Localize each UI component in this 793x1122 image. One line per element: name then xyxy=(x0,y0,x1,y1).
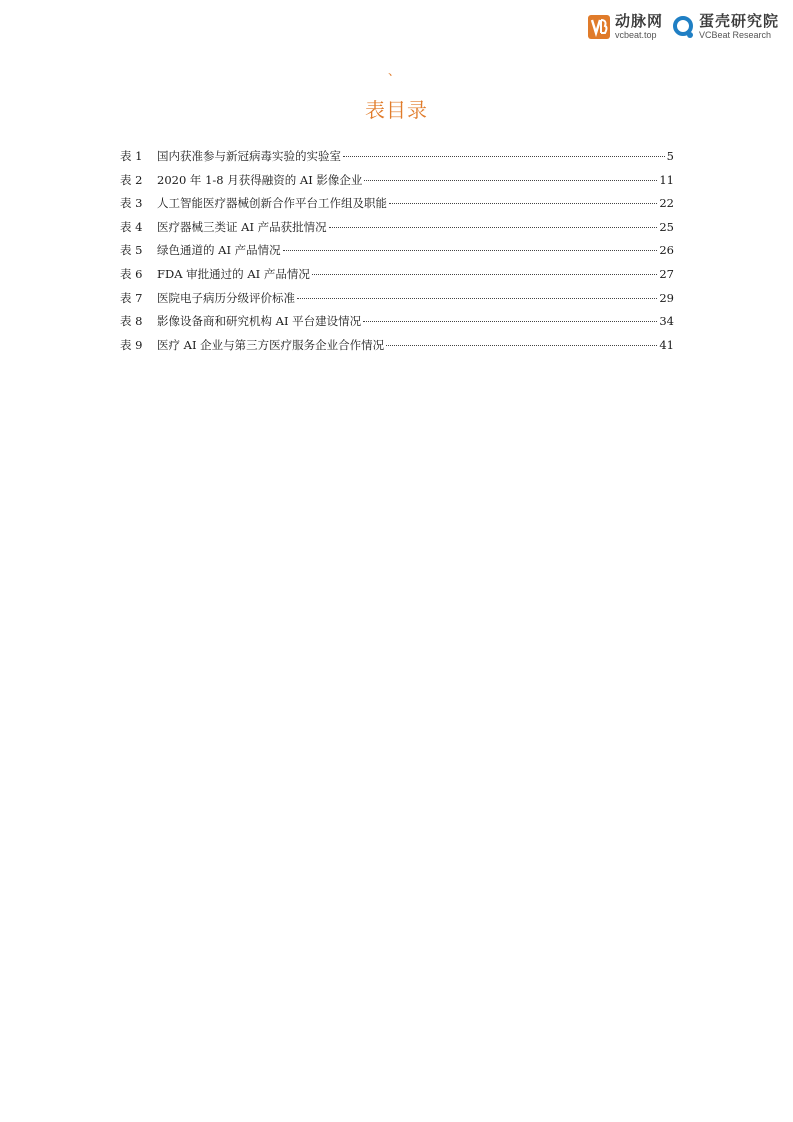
toc-leader-dots xyxy=(389,203,657,204)
toc-leader-dots xyxy=(329,227,658,228)
toc-leader-dots xyxy=(364,180,657,181)
brand-name: 蛋壳研究院 xyxy=(698,12,779,30)
toc-entry-label: 表 9 xyxy=(120,337,143,352)
toc-page-number[interactable]: 25 xyxy=(659,219,674,234)
toc-leader-dots xyxy=(297,298,657,299)
page-title: 表目录 xyxy=(365,98,428,122)
toc-entry[interactable] xyxy=(120,337,674,361)
toc-entry[interactable] xyxy=(120,290,674,314)
toc-entry-label: 表 4 xyxy=(120,219,143,234)
toc-page-number[interactable]: 11 xyxy=(659,172,674,187)
toc-leader-dots xyxy=(363,321,657,322)
toc-entry-label: 表 1 xyxy=(120,149,143,163)
toc-entry[interactable] xyxy=(120,219,674,243)
toc-page-number[interactable]: 27 xyxy=(659,266,674,281)
toc-entry-title[interactable]: 绿色通道的 AI 产品情况 xyxy=(157,243,281,258)
brand-name: 动脉网 xyxy=(614,12,663,30)
vcbeat-brand xyxy=(587,14,663,40)
toc-entry[interactable] xyxy=(120,195,674,219)
toc-entry-title[interactable]: 影像设备商和研究机构 AI 平台建设情况 xyxy=(157,314,362,329)
toc-entry-label: 表 5 xyxy=(120,243,143,258)
toc-entry[interactable] xyxy=(120,313,674,337)
toc-entry[interactable] xyxy=(120,148,674,172)
page-header xyxy=(587,14,779,40)
toc-entry[interactable] xyxy=(120,242,674,266)
toc-leader-dots xyxy=(386,345,657,346)
toc-entry-title[interactable]: 医疗 AI 企业与第三方医疗服务企业合作情况 xyxy=(157,337,385,352)
toc-page-number[interactable]: 41 xyxy=(659,337,674,352)
toc-entry-label: 表 8 xyxy=(120,314,143,329)
toc-entry[interactable] xyxy=(120,172,674,196)
toc-leader-dots xyxy=(283,250,658,251)
toc-entry-title[interactable]: 国内获准参与新冠病毒实验的实验室 xyxy=(157,149,341,163)
toc-entry-label: 表 3 xyxy=(120,196,143,211)
vcbeat-logo-icon xyxy=(587,14,611,40)
toc-entry-title[interactable]: 2020 年 1-8 月获得融资的 AI 影像企业 xyxy=(157,172,363,187)
brand-subtitle: VCBeat Research xyxy=(698,30,772,40)
toc-entry-title[interactable]: 人工智能医疗器械创新合作平台工作组及职能 xyxy=(157,196,387,211)
vcbeat-research-brand xyxy=(673,14,779,40)
toc-entry-label: 表 7 xyxy=(120,290,143,305)
toc-entry-title[interactable]: 医院电子病历分级评价标准 xyxy=(157,290,295,305)
toc-page-number[interactable]: 22 xyxy=(659,196,674,211)
toc-page-number[interactable]: 34 xyxy=(659,314,674,329)
toc-entry-title[interactable]: FDA 审批通过的 AI 产品情况 xyxy=(157,266,310,281)
table-of-tables xyxy=(120,148,674,360)
toc-page-number[interactable]: 26 xyxy=(659,243,674,258)
toc-leader-dots xyxy=(343,156,665,157)
toc-entry[interactable] xyxy=(120,266,674,290)
toc-page-number[interactable]: 29 xyxy=(659,290,674,305)
stray-mark: 、 xyxy=(388,64,401,78)
toc-entry-label: 表 2 xyxy=(120,172,143,187)
egg-logo-icon xyxy=(673,14,695,40)
toc-page-number[interactable]: 5 xyxy=(666,149,674,163)
toc-entry-title[interactable]: 医疗器械三类证 AI 产品获批情况 xyxy=(157,219,327,234)
brand-url: vcbeat.top xyxy=(614,30,657,40)
toc-leader-dots xyxy=(312,274,658,275)
toc-entry-label: 表 6 xyxy=(120,266,143,281)
